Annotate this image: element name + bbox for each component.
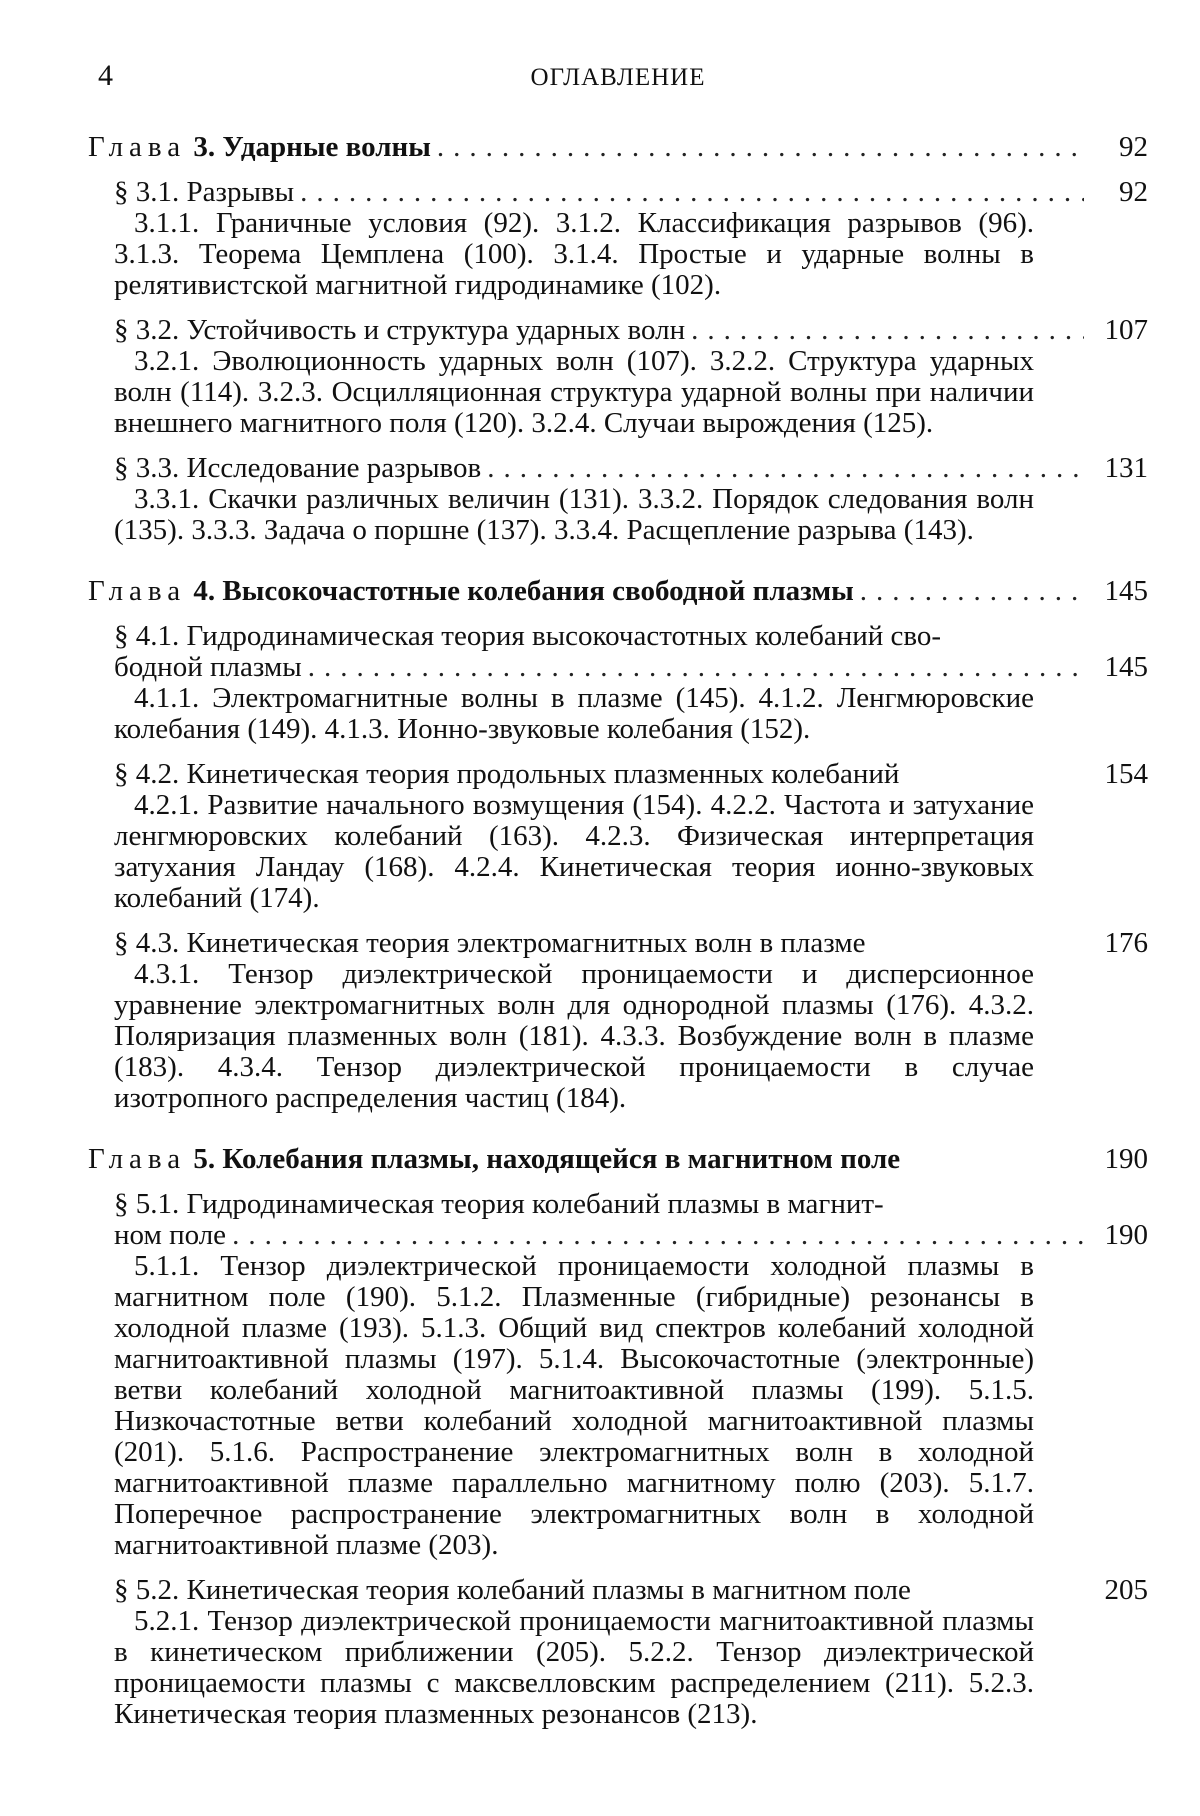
chapter-heading[interactable] — [88, 1144, 1148, 1175]
section-title: § 3.1. Разрывы — [114, 176, 295, 208]
chapter-5 — [88, 1144, 1148, 1730]
leader-dots — [487, 453, 1084, 484]
subsection-list: 4.2.1. Развитие начального возмущения (154). 4.2.2. Частота и затухание ленгмюровских колебаний (163). 4.2.3. Физическая интерпретация затухания Ландау (168). 4.2.4. Кинетическая теория ионно-звуковых колебаний (174). — [114, 789, 1034, 914]
section-5-1[interactable] — [114, 1189, 1148, 1561]
chapter-title: 4. Высокочастотные колебания свободной плазмы — [193, 575, 854, 607]
leader-dots — [860, 576, 1084, 607]
section-page: 205 — [1104, 1574, 1148, 1606]
leader-dots — [232, 1220, 1084, 1251]
chapter-page: 145 — [1104, 575, 1148, 607]
section-title: § 5.2. Кинетическая теория колебаний плазмы в магнитном поле — [114, 1574, 911, 1606]
chapter-heading[interactable] — [88, 576, 1148, 607]
chapter-title: 5. Колебания плазмы, находящейся в магнитном поле — [193, 1143, 901, 1175]
chapter-4 — [88, 576, 1148, 1114]
subsection-list: 4.3.1. Тензор диэлектрической проницаемости и дисперсионное уравнение электромагнитных волн для однородной плазмы (176). 4.3.2. Поляризация плазменных волн (181). 4.3.3. Возбуждение волн в плазме (183). 4.3.4. Тензор диэлектрической проницаемости в случае изотропного распределения частиц (184). — [114, 958, 1034, 1114]
section-page: 131 — [1104, 452, 1148, 484]
running-head — [88, 60, 1148, 100]
section-3-3[interactable] — [114, 453, 1148, 546]
subsection-list: 3.2.1. Эволюционность ударных волн (107). 3.2.2. Структура ударных волн (114). 3.2.3. Осцилляционная структура ударной волны при наличии внешнего магнитного поля (120). 3.2.4. Случаи вырождения (125). — [114, 345, 1034, 439]
section-4-3[interactable] — [114, 928, 1148, 1114]
section-title: бодной плазмы — [114, 651, 302, 683]
toc-page — [88, 60, 1148, 1760]
chapter-3 — [88, 132, 1148, 546]
chapter-prefix: Глава — [88, 1143, 187, 1175]
section-title: § 3.3. Исследование разрывов — [114, 452, 482, 484]
section-3-1[interactable] — [114, 177, 1148, 301]
leader-dots — [437, 132, 1084, 163]
section-5-2[interactable] — [114, 1575, 1148, 1730]
section-page: 92 — [1119, 176, 1148, 208]
section-title: § 4.3. Кинетическая теория электромагнитных волн в плазме — [114, 927, 866, 959]
chapter-heading[interactable] — [88, 132, 1148, 163]
leader-dots — [308, 652, 1084, 683]
section-title-line1: § 4.1. Гидродинамическая теория высокочастотных колебаний сво- — [114, 620, 942, 652]
chapter-prefix: Глава — [88, 131, 187, 163]
chapter-page: 190 — [1104, 1143, 1148, 1175]
subsection-list: 3.3.1. Скачки различных величин (131). 3.3.2. Порядок следования волн (135). 3.3.3. Задача о поршне (137). 3.3.4. Расщепление разрыва (143). — [114, 483, 1034, 546]
section-page: 154 — [1104, 758, 1148, 790]
subsection-list: 4.1.1. Электромагнитные волны в плазме (145). 4.1.2. Ленгмюровские колебания (149). 4.1.3. Ионно-звуковые колебания (152). — [114, 682, 1034, 745]
running-title: ОГЛАВЛЕНИЕ — [530, 64, 706, 91]
chapter-prefix: Глава — [88, 575, 187, 607]
subsection-list: 3.1.1. Граничные условия (92). 3.1.2. Классификация разрывов (96). 3.1.3. Теорема Цемплена (100). 3.1.4. Простые и ударные волны в релятивистской магнитной гидродинамике (102). — [114, 207, 1034, 301]
section-4-2[interactable] — [114, 759, 1148, 914]
section-4-1[interactable] — [114, 621, 1148, 745]
leader-dots — [691, 315, 1084, 346]
section-3-2[interactable] — [114, 315, 1148, 439]
leader-dots — [300, 177, 1084, 208]
section-title: § 3.2. Устойчивость и структура ударных волн — [114, 314, 686, 346]
section-page: 176 — [1104, 927, 1148, 959]
subsection-list: 5.2.1. Тензор диэлектрической проницаемости магнитоактивной плазмы в кинетическом приближении (205). 5.2.2. Тензор диэлектрической проницаемости плазмы с максвелловским распределением (211). 5.2.3. Кинетическая теория плазменных резонансов (213). — [114, 1605, 1034, 1730]
subsection-list: 5.1.1. Тензор диэлектрической проницаемости холодной плазмы в магнитном поле (190). 5.1.2. Плазменные (гибридные) резонансы в холодной плазме (193). 5.1.3. Общий вид спектров колебаний холодной магнитоактивной плазмы (197). 5.1.4. Высокочастотные (электронные) ветви колебаний холодной магнитоактивной плазмы (199). 5.1.5. Низкочастотные ветви колебаний холодной магнитоактивной плазмы (201). 5.1.6. Распространение электромагнитных волн в холодной магнитоактивной плазме параллельно магнитному полю (203). 5.1.7. Поперечное распространение электромагнитных волн в холодной магнитоактивной плазме (203). — [114, 1250, 1034, 1561]
section-title-line1: § 5.1. Гидродинамическая теория колебаний плазмы в магнит- — [114, 1188, 884, 1220]
chapter-title: 3. Ударные волны — [193, 131, 431, 163]
section-title: ном поле — [114, 1219, 227, 1251]
section-page: 190 — [1104, 1219, 1148, 1251]
section-page: 145 — [1104, 651, 1148, 683]
section-title: § 4.2. Кинетическая теория продольных плазменных колебаний — [114, 758, 900, 790]
chapter-page: 92 — [1119, 131, 1148, 163]
section-page: 107 — [1104, 314, 1148, 346]
page-number: 4 — [98, 59, 113, 92]
